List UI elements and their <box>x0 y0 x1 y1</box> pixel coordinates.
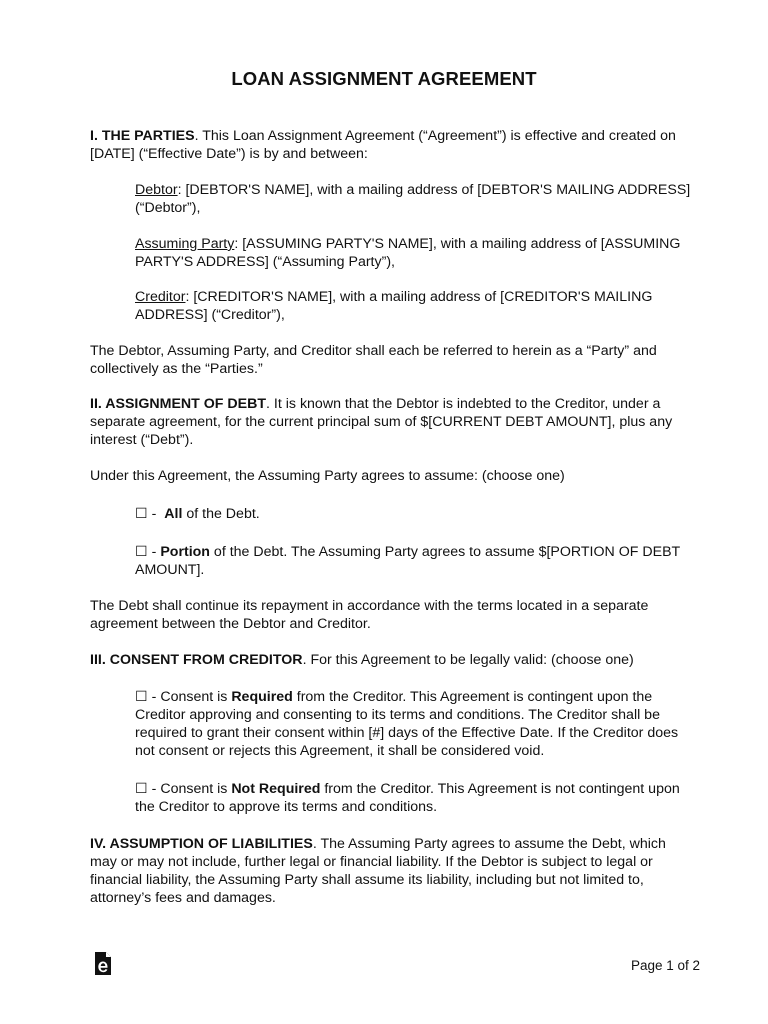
parties-collective-text: The Debtor, Assuming Party, and Creditor shall each be referred to herein as a “Party” and collectively as the “Parties.” <box>90 343 657 377</box>
assignment-text: . It is known that the Debtor is indebted to the Creditor, under a separate agreement, for the current principal sum of $[CURRENT DEBT AMOUNT], plus any interest (“Debt”). <box>90 396 673 448</box>
document-title: LOAN ASSIGNMENT AGREEMENT <box>231 68 537 89</box>
repayment-text: The Debt shall continue its repayment in accordance with the terms located in a separate agreement between the Debtor and Creditor. <box>90 598 649 632</box>
debtor-text: : [DEBTOR'S NAME], with a mailing address of [DEBTOR'S MAILING ADDRESS] (“Debtor”), <box>135 182 691 216</box>
assume-all-option[interactable] <box>135 505 695 523</box>
page-number: Page 1 of 2 <box>630 958 700 973</box>
consent-required-option[interactable] <box>135 688 695 760</box>
consent-required-text: from the Creditor. This Agreement is contingent upon the Creditor approving and consenting to its terms and conditions. The Creditor shall be required to grant their consent within [#] days of the Effective Date. If the Creditor does not consent or rejects this Agreement, it shall be considered void. <box>135 689 679 759</box>
parties-collective <box>90 342 690 378</box>
assume-portion-bold: Portion <box>160 544 210 560</box>
consent-not-required-text: from the Creditor. This Agreement is not contingent upon the Creditor to approve its terms and conditions. <box>135 781 680 815</box>
checkbox-all[interactable]: ☐ - <box>135 506 165 522</box>
parties-intro <box>90 127 690 163</box>
consent-not-required-bold: Not Required <box>231 781 321 797</box>
repayment-paragraph <box>90 597 690 633</box>
liabilities-heading: IV. ASSUMPTION OF LIABILITIES <box>90 836 313 852</box>
consent-heading: III. CONSENT FROM CREDITOR <box>90 652 303 668</box>
assuming-party-text: : [ASSUMING PARTY'S NAME], with a mailing address of [ASSUMING PARTY'S ADDRESS] (“Assuming Party”), <box>135 236 681 270</box>
assignment-choose-text: Under this Agreement, the Assuming Party agrees to assume: (choose one) <box>90 468 565 484</box>
assignment-choose <box>90 467 690 485</box>
assume-all-text: of the Debt. <box>182 506 260 522</box>
assuming-party-clause <box>135 235 695 271</box>
creditor-clause <box>135 288 695 324</box>
checkbox-portion[interactable]: ☐ - <box>135 544 161 560</box>
assume-portion-option[interactable] <box>135 543 695 579</box>
assume-all-bold: All <box>164 506 183 522</box>
assignment-heading: II. ASSIGNMENT OF DEBT <box>90 396 267 412</box>
liabilities-section <box>90 835 690 907</box>
checkbox-consent-not-required[interactable]: ☐ - Consent is <box>135 781 232 797</box>
consent-not-required-option[interactable] <box>135 780 695 816</box>
consent-required-bold: Required <box>231 689 293 705</box>
liabilities-text: . The Assuming Party agrees to assume the Debt, which may or may not include, further legal or financial liability. If the Debtor is subject to legal or financial liability, the Assuming Party shall assume its liability, including but not limited to, attorney’s fees and damages. <box>90 836 666 906</box>
creditor-label: Creditor <box>135 289 186 305</box>
assume-portion-text: of the Debt. The Assuming Party agrees to assume $[PORTION OF DEBT AMOUNT]. <box>135 544 680 578</box>
parties-intro-text: . This Loan Assignment Agreement (“Agreement”) is effective and created on [DATE] (“Effective Date”) is by and between: <box>90 128 676 162</box>
debtor-label: Debtor <box>135 182 178 198</box>
consent-text: . For this Agreement to be legally valid: (choose one) <box>302 652 634 668</box>
parties-heading: I. THE PARTIES <box>90 128 195 144</box>
eforms-logo-icon <box>93 948 113 978</box>
debtor-clause <box>135 181 695 217</box>
assuming-party-label: Assuming Party <box>135 236 235 252</box>
creditor-text: : [CREDITOR'S NAME], with a mailing address of [CREDITOR'S MAILING ADDRESS] (“Creditor”), <box>135 289 653 323</box>
consent-section <box>90 651 690 669</box>
assignment-section <box>90 395 690 449</box>
checkbox-consent-required[interactable]: ☐ - Consent is <box>135 689 232 705</box>
